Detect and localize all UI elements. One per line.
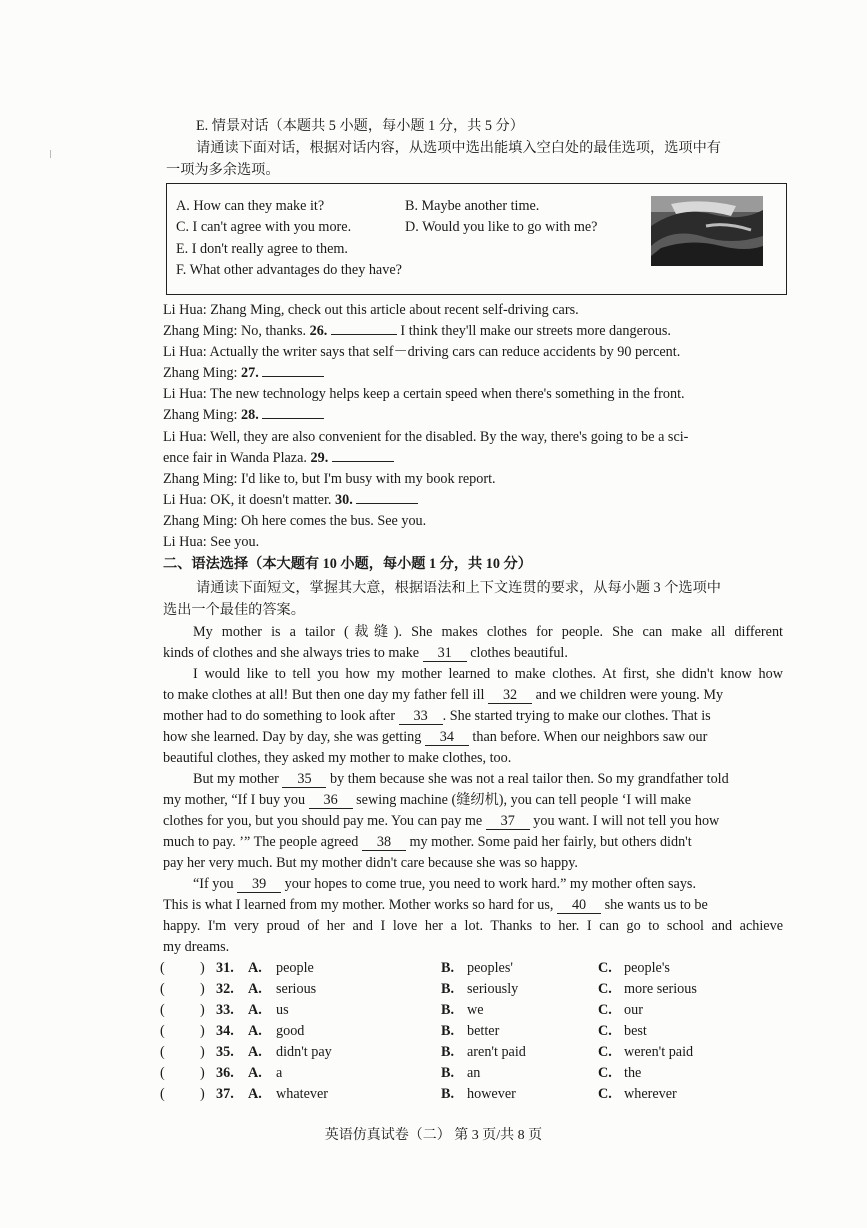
question-row-35 — [160, 1044, 720, 1064]
passage-text: how she learned. Day by day, she was getting — [163, 729, 425, 745]
page-footer: 英语仿真试卷（二） 第 3 页/共 8 页 — [324, 1128, 543, 1143]
passage-line — [193, 770, 729, 788]
passage-line: I would like to tell you how my mother learned to make clothes. At first, she didn't know how — [193, 666, 783, 682]
option-letter-b: B. — [441, 1065, 455, 1081]
question-number: 29. — [310, 450, 329, 466]
section-e-title: E. 情景对话（本题共 5 小题，每小题 1 分，共 5 分） — [196, 118, 524, 134]
option-letter-b: B. — [441, 960, 455, 976]
option-a-text[interactable]: good — [276, 1023, 305, 1039]
option-letter-c: C. — [598, 1065, 612, 1081]
passage-text: This is what I learned from my mother. Mother works so hard for us, — [163, 897, 558, 913]
passage-line — [163, 644, 568, 662]
passage-text: my mother, “If I buy you — [163, 792, 309, 808]
speaker-text: Li Hua: OK, it doesn't matter. — [163, 492, 335, 508]
option-letter-b: B. — [441, 1044, 455, 1060]
question-row-37 — [160, 1086, 720, 1106]
option-letter-b: B. — [441, 981, 455, 997]
answer-blank-39[interactable]: 39 — [237, 876, 281, 893]
option-letter-a: A. — [248, 1023, 262, 1039]
answer-blank-34[interactable]: 34 — [425, 729, 469, 746]
passage-text: kinds of clothes and she always tries to make — [163, 645, 423, 661]
answer-blank-37[interactable]: 37 — [486, 813, 530, 830]
option-letter-c: C. — [598, 1044, 612, 1060]
option-c-text[interactable]: our — [624, 1002, 643, 1018]
question-number: 37. — [216, 1086, 234, 1102]
option-letter-a: A. — [248, 1065, 262, 1081]
passage-text: your hopes to come true, you need to work hard.” my mother often says. — [281, 876, 697, 892]
question-number: 33. — [216, 1002, 234, 1018]
option-e: E. I don't really agree to them. — [176, 241, 348, 257]
passage-line — [163, 896, 708, 914]
question-number: 27. — [241, 365, 259, 381]
passage-text: “If you — [193, 876, 238, 892]
passage-text: much to pay. ’” The people agreed — [163, 834, 362, 850]
passage-line — [163, 812, 719, 830]
option-b-text[interactable]: aren't paid — [467, 1044, 526, 1060]
question-number: 36. — [216, 1065, 234, 1081]
answer-blank-33[interactable]: 33 — [399, 708, 443, 725]
section-2-title: 二、语法选择（本大题有 10 小题，每小题 1 分，共 10 分） — [163, 556, 532, 572]
option-letter-b: B. — [441, 1002, 455, 1018]
answer-blank-28[interactable] — [262, 418, 324, 419]
answer-paren-close[interactable]: ) — [200, 1086, 205, 1102]
dialogue-line-11: Zhang Ming: Oh here comes the bus. See you. — [163, 513, 427, 529]
passage-line — [163, 707, 711, 725]
answer-blank-30[interactable] — [356, 503, 418, 504]
option-b-text[interactable]: better — [467, 1023, 500, 1039]
passage-text: she wants us to be — [601, 897, 708, 913]
dialogue-line-5: Li Hua: The new technology helps keep a certain speed when there's something in the front. — [163, 386, 685, 402]
answer-blank-35[interactable]: 35 — [282, 771, 326, 788]
dialogue-line-10 — [163, 491, 418, 509]
speaker-text: Zhang Ming: — [163, 365, 242, 381]
passage-text: sewing machine (缝纫机), you can tell people ‘I will make — [352, 792, 692, 808]
answer-blank-27[interactable] — [262, 376, 324, 377]
section-e-instruction-cont: 一项为多余选项。 — [166, 162, 280, 178]
question-row-31 — [160, 960, 720, 980]
dialogue-line-9: Zhang Ming: I'd like to, but I'm busy with my book report. — [163, 471, 496, 487]
option-letter-c: C. — [598, 1023, 612, 1039]
answer-blank-29[interactable] — [332, 461, 394, 462]
answer-paren-open: ( — [160, 960, 165, 976]
question-number: 30. — [335, 492, 353, 508]
speaker-text: Zhang Ming: No, thanks. — [163, 323, 310, 339]
answer-paren-open: ( — [160, 981, 165, 997]
option-b-text[interactable]: however — [467, 1086, 516, 1102]
dialogue-line-4 — [163, 364, 324, 382]
passage-line — [163, 791, 691, 809]
passage-text: and we children were young. My — [532, 687, 724, 703]
passage-text: you want. I will not tell you how — [529, 813, 720, 829]
answer-paren-close[interactable]: ) — [200, 1002, 205, 1018]
question-number: 26. — [309, 323, 328, 339]
option-a-text[interactable]: didn't pay — [276, 1044, 332, 1060]
dialogue-line-7: Li Hua: Well, they are also convenient for the disabled. By the way, there's going to be a sci- — [163, 429, 689, 445]
question-row-34 — [160, 1023, 720, 1043]
option-letter-b: B. — [441, 1023, 455, 1039]
speaker-text: ence fair in Wanda Plaza. — [163, 450, 311, 466]
question-row-33 — [160, 1002, 720, 1022]
passage-line: My mother is a tailor (裁缝). She makes clothes for people. She can make all different — [193, 624, 783, 640]
option-d: D. Would you like to go with me? — [405, 219, 598, 235]
answer-blank-36[interactable]: 36 — [309, 792, 353, 809]
question-row-36 — [160, 1065, 720, 1085]
passage-text: my mother. Some paid her fairly, but others didn't — [405, 834, 692, 850]
passage-line — [193, 875, 696, 893]
passage-text: to make clothes at all! But then one day my father fell ill — [163, 687, 489, 703]
question-number: 28. — [241, 407, 259, 423]
option-c-text[interactable]: wherever — [624, 1086, 677, 1102]
option-letter-a: A. — [248, 1086, 262, 1102]
option-letter-c: C. — [598, 960, 612, 976]
answer-paren-close[interactable]: ) — [200, 1044, 205, 1060]
section-2-instruction: 请通读下面短文，掌握其大意，根据语法和上下文连贯的要求，从每小题 3 个选项中 — [196, 580, 721, 596]
dialogue-line-12: Li Hua: See you. — [163, 534, 260, 550]
answer-paren-open: ( — [160, 1044, 165, 1060]
answer-blank-32[interactable]: 32 — [488, 687, 532, 704]
option-letter-c: C. — [598, 1002, 612, 1018]
dialogue-line-2 — [163, 322, 671, 340]
answer-paren-open: ( — [160, 1086, 165, 1102]
question-row-32 — [160, 981, 720, 1001]
option-a-text[interactable]: people — [276, 960, 314, 976]
answer-blank-38[interactable]: 38 — [362, 834, 406, 851]
section-e-instruction: 请通读下面对话，根据对话内容，从选项中选出能填入空白处的最佳选项，选项中有 — [196, 140, 721, 156]
answer-blank-31[interactable]: 31 — [423, 645, 467, 662]
speaker-text-cont: I think they'll make our streets more dangerous. — [396, 323, 671, 339]
passage-line: my dreams. — [163, 939, 230, 955]
section-2-instruction-cont: 选出一个最佳的答案。 — [163, 602, 305, 618]
passage-text: than before. When our neighbors saw our — [468, 729, 708, 745]
passage-line: beautiful clothes, they asked my mother to make clothes, too. — [163, 750, 512, 766]
answer-blank-40[interactable]: 40 — [557, 897, 601, 914]
option-letter-c: C. — [598, 1086, 612, 1102]
passage-text: . She started trying to make our clothes. That is — [442, 708, 711, 724]
answer-paren-open: ( — [160, 1023, 165, 1039]
answer-paren-close[interactable]: ) — [200, 960, 205, 976]
passage-text: by them because she was not a real tailor then. So my grandfather told — [326, 771, 729, 787]
passage-line: happy. I'm very proud of her and I love her a lot. Thanks to her. I can go to school and achieve — [163, 918, 783, 934]
option-c-text[interactable]: weren't paid — [624, 1044, 694, 1060]
option-a-text[interactable]: serious — [276, 981, 317, 997]
option-a-text[interactable]: us — [276, 1002, 289, 1018]
option-c-text[interactable]: the — [624, 1065, 642, 1081]
option-a-text[interactable]: whatever — [276, 1086, 328, 1102]
question-number: 32. — [216, 981, 234, 997]
option-b-text[interactable]: we — [467, 1002, 484, 1018]
passage-text: clothes for you, but you should pay me. You can pay me — [163, 813, 486, 829]
option-a: A. How can they make it? — [176, 198, 325, 214]
question-number: 31. — [216, 960, 234, 976]
option-c-text[interactable]: best — [624, 1023, 647, 1039]
question-number: 35. — [216, 1044, 234, 1060]
passage-line — [163, 728, 707, 746]
option-letter-a: A. — [248, 1002, 262, 1018]
answer-blank-26[interactable] — [331, 334, 397, 335]
answer-paren-close[interactable]: ) — [200, 981, 205, 997]
option-letter-b: B. — [441, 1086, 455, 1102]
answer-paren-open: ( — [160, 1065, 165, 1081]
passage-line — [163, 686, 723, 704]
option-b: B. Maybe another time. — [405, 198, 540, 214]
passage-line: pay her very much. But my mother didn't care because she was so happy. — [163, 855, 578, 871]
option-c: C. I can't agree with you more. — [176, 219, 352, 235]
option-b-text[interactable]: seriously — [467, 981, 519, 997]
option-a-text[interactable]: a — [276, 1065, 283, 1081]
option-b-text[interactable]: peoples' — [467, 960, 513, 976]
option-letter-c: C. — [598, 981, 612, 997]
passage-text: mother had to do something to look after — [163, 708, 399, 724]
speaker-text: Zhang Ming: — [163, 407, 242, 423]
scan-mark — [50, 150, 51, 158]
answer-paren-close[interactable]: ) — [200, 1023, 205, 1039]
dialogue-line-6 — [163, 406, 324, 424]
self-driving-car-image — [651, 196, 763, 266]
answer-paren-close[interactable]: ) — [200, 1065, 205, 1081]
passage-text: clothes beautiful. — [466, 645, 568, 661]
option-f: F. What other advantages do they have? — [176, 262, 402, 278]
dialogue-line-8 — [163, 449, 394, 467]
passage-line — [163, 833, 692, 851]
answer-paren-open: ( — [160, 1002, 165, 1018]
passage-text: But my mother — [193, 771, 283, 787]
dialogue-line-3: Li Hua: Actually the writer says that self－driving cars can reduce accidents by 90 percent. — [163, 344, 681, 360]
option-c-text[interactable]: more serious — [624, 981, 697, 997]
option-letter-a: A. — [248, 981, 262, 997]
option-letter-a: A. — [248, 960, 262, 976]
option-c-text[interactable]: people's — [624, 960, 670, 976]
question-number: 34. — [216, 1023, 234, 1039]
option-b-text[interactable]: an — [467, 1065, 481, 1081]
dialogue-line-1: Li Hua: Zhang Ming, check out this article about recent self-driving cars. — [163, 302, 579, 318]
option-letter-a: A. — [248, 1044, 262, 1060]
